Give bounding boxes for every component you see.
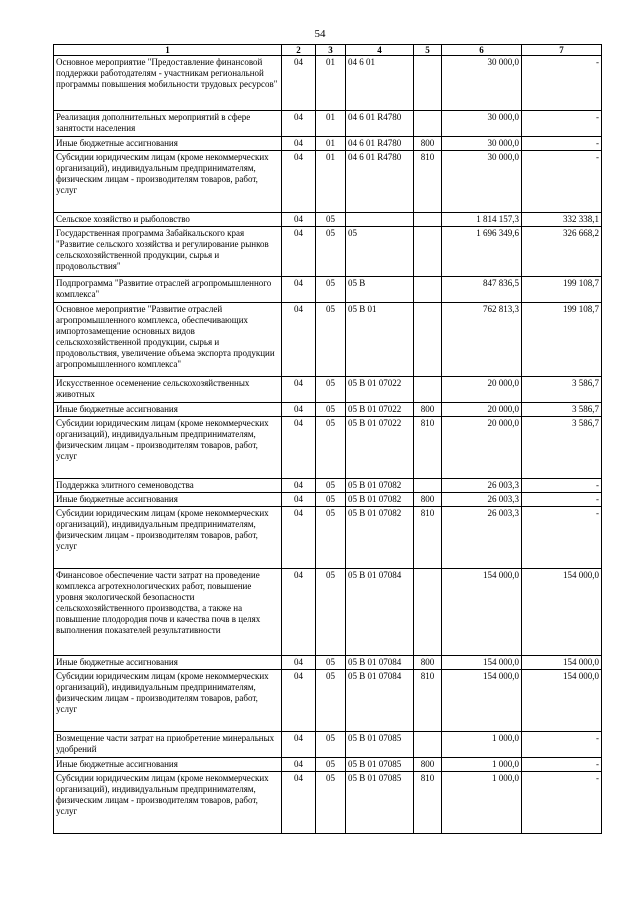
table-row xyxy=(54,137,602,151)
row-expense-type xyxy=(414,111,442,137)
row-name: Финансовое обеспечение части затрат на проведение комплекса агротехнологических работ, повышение уровня экологической безопасности сельскохозяйственного производства, а также на повышение плодородия почв и качества почв в целях выполнения показателей результативности xyxy=(54,569,282,656)
row-subsection: 01 xyxy=(316,137,346,151)
row-section: 04 xyxy=(282,569,316,656)
row-expense-type: 810 xyxy=(414,507,442,569)
row-expense-type xyxy=(414,569,442,656)
row-expense-type: 810 xyxy=(414,772,442,834)
table-row xyxy=(54,403,602,417)
row-amount-2: - xyxy=(522,772,602,834)
row-subsection: 05 xyxy=(316,670,346,732)
row-subsection: 01 xyxy=(316,151,346,213)
row-amount-2: - xyxy=(522,758,602,772)
header-col-4: 4 xyxy=(346,45,414,56)
row-target-code: 05 В xyxy=(346,277,414,303)
row-name: Основное мероприятие "Развитие отраслей агропромышленного комплекса, обеспечивающих импортозамещение основных видов сельскохозяйственной продукции, сырья и продовольствия, увеличение объема экспорта продукции агропромышленного комплекса" xyxy=(54,303,282,377)
row-section: 04 xyxy=(282,377,316,403)
row-expense-type: 810 xyxy=(414,670,442,732)
row-section: 04 xyxy=(282,213,316,227)
row-subsection: 05 xyxy=(316,377,346,403)
row-subsection: 05 xyxy=(316,772,346,834)
row-section: 04 xyxy=(282,670,316,732)
row-subsection: 05 xyxy=(316,569,346,656)
row-amount-2: - xyxy=(522,493,602,507)
budget-table xyxy=(53,44,602,834)
row-subsection: 05 xyxy=(316,277,346,303)
row-amount-1: 30 000,0 xyxy=(442,137,522,151)
row-section: 04 xyxy=(282,111,316,137)
row-amount-1: 1 000,0 xyxy=(442,758,522,772)
table-row xyxy=(54,479,602,493)
row-subsection: 05 xyxy=(316,479,346,493)
row-expense-type xyxy=(414,479,442,493)
row-target-code: 05 xyxy=(346,227,414,277)
row-name: Иные бюджетные ассигнования xyxy=(54,493,282,507)
row-amount-2: 199 108,7 xyxy=(522,303,602,377)
table-row xyxy=(54,417,602,479)
row-subsection: 05 xyxy=(316,403,346,417)
row-amount-1: 1 696 349,6 xyxy=(442,227,522,277)
header-col-2: 2 xyxy=(282,45,316,56)
row-amount-1: 154 000,0 xyxy=(442,656,522,670)
table-row xyxy=(54,277,602,303)
row-subsection: 05 xyxy=(316,507,346,569)
row-amount-1: 20 000,0 xyxy=(442,417,522,479)
row-amount-1: 26 003,3 xyxy=(442,493,522,507)
table-row xyxy=(54,732,602,758)
table-row xyxy=(54,507,602,569)
row-subsection: 05 xyxy=(316,417,346,479)
row-target-code: 05 В 01 07084 xyxy=(346,670,414,732)
row-section: 04 xyxy=(282,277,316,303)
row-amount-2: - xyxy=(522,56,602,111)
row-amount-2: 154 000,0 xyxy=(522,656,602,670)
row-expense-type xyxy=(414,213,442,227)
row-target-code: 05 В 01 07022 xyxy=(346,403,414,417)
row-target-code: 05 В 01 07022 xyxy=(346,377,414,403)
row-section: 04 xyxy=(282,772,316,834)
row-subsection: 05 xyxy=(316,656,346,670)
row-name: Возмещение части затрат на приобретение минеральных удобрений xyxy=(54,732,282,758)
row-target-code xyxy=(346,213,414,227)
table-row xyxy=(54,758,602,772)
row-target-code: 05 В 01 07082 xyxy=(346,479,414,493)
header-col-5: 5 xyxy=(414,45,442,56)
row-name: Поддержка элитного семеноводства xyxy=(54,479,282,493)
table-body xyxy=(54,56,602,834)
row-amount-2: - xyxy=(522,137,602,151)
row-section: 04 xyxy=(282,227,316,277)
row-expense-type xyxy=(414,227,442,277)
row-name: Субсидии юридическим лицам (кроме некоммерческих организаций), индивидуальным предпринимателям, физическим лицам - производителям товаров, работ, услуг xyxy=(54,772,282,834)
row-section: 04 xyxy=(282,56,316,111)
row-amount-2: 199 108,7 xyxy=(522,277,602,303)
row-section: 04 xyxy=(282,137,316,151)
row-name: Субсидии юридическим лицам (кроме некоммерческих организаций), индивидуальным предпринимателям, физическим лицам - производителям товаров, работ, услуг xyxy=(54,417,282,479)
row-amount-1: 1 000,0 xyxy=(442,772,522,834)
row-target-code: 05 В 01 xyxy=(346,303,414,377)
row-expense-type xyxy=(414,303,442,377)
row-subsection: 05 xyxy=(316,493,346,507)
row-expense-type: 810 xyxy=(414,151,442,213)
row-subsection: 01 xyxy=(316,56,346,111)
row-subsection: 05 xyxy=(316,227,346,277)
row-target-code: 04 6 01 R4780 xyxy=(346,151,414,213)
row-amount-2: 154 000,0 xyxy=(522,569,602,656)
row-expense-type xyxy=(414,277,442,303)
header-col-1: 1 xyxy=(54,45,282,56)
row-section: 04 xyxy=(282,403,316,417)
row-amount-1: 847 836,5 xyxy=(442,277,522,303)
row-section: 04 xyxy=(282,303,316,377)
row-subsection: 01 xyxy=(316,111,346,137)
row-name: Иные бюджетные ассигнования xyxy=(54,137,282,151)
row-amount-1: 154 000,0 xyxy=(442,569,522,656)
row-subsection: 05 xyxy=(316,732,346,758)
row-target-code: 04 6 01 R4780 xyxy=(346,137,414,151)
row-name: Иные бюджетные ассигнования xyxy=(54,656,282,670)
row-target-code: 05 В 01 07022 xyxy=(346,417,414,479)
row-amount-2: 154 000,0 xyxy=(522,670,602,732)
row-target-code: 05 В 01 07082 xyxy=(346,507,414,569)
row-name: Реализация дополнительных мероприятий в сфере занятости населения xyxy=(54,111,282,137)
row-expense-type xyxy=(414,732,442,758)
row-subsection: 05 xyxy=(316,213,346,227)
row-amount-2: - xyxy=(522,732,602,758)
row-amount-1: 154 000,0 xyxy=(442,670,522,732)
row-expense-type: 800 xyxy=(414,403,442,417)
table-row xyxy=(54,303,602,377)
row-amount-1: 26 003,3 xyxy=(442,479,522,493)
row-amount-2: - xyxy=(522,111,602,137)
row-amount-2: 3 586,7 xyxy=(522,377,602,403)
row-target-code: 05 В 01 07084 xyxy=(346,656,414,670)
row-target-code: 04 6 01 xyxy=(346,56,414,111)
page-number: 54 xyxy=(314,28,326,40)
row-name: Иные бюджетные ассигнования xyxy=(54,403,282,417)
table-row xyxy=(54,111,602,137)
table-row xyxy=(54,56,602,111)
header-col-6: 6 xyxy=(442,45,522,56)
row-name: Субсидии юридическим лицам (кроме некоммерческих организаций), индивидуальным предпринимателям, физическим лицам - производителям товаров, работ, услуг xyxy=(54,507,282,569)
row-section: 04 xyxy=(282,507,316,569)
row-name: Основное мероприятие "Предоставление финансовой поддержки работодателям - участникам региональной программы повышения мобильности трудовых ресурсов" xyxy=(54,56,282,111)
row-amount-2: 332 338,1 xyxy=(522,213,602,227)
row-amount-2: - xyxy=(522,479,602,493)
row-target-code: 04 6 01 R4780 xyxy=(346,111,414,137)
row-amount-1: 26 003,3 xyxy=(442,507,522,569)
row-amount-1: 30 000,0 xyxy=(442,151,522,213)
row-amount-2: - xyxy=(522,507,602,569)
row-expense-type: 800 xyxy=(414,758,442,772)
row-section: 04 xyxy=(282,758,316,772)
row-amount-2: 326 668,2 xyxy=(522,227,602,277)
row-name: Субсидии юридическим лицам (кроме некоммерческих организаций), индивидуальным предпринимателям, физическим лицам - производителям товаров, работ, услуг xyxy=(54,670,282,732)
row-section: 04 xyxy=(282,493,316,507)
row-section: 04 xyxy=(282,732,316,758)
row-expense-type: 800 xyxy=(414,137,442,151)
row-amount-1: 1 000,0 xyxy=(442,732,522,758)
table-row xyxy=(54,569,602,656)
table-header-row xyxy=(54,45,602,56)
row-target-code: 05 В 01 07085 xyxy=(346,758,414,772)
row-target-code: 05 В 01 07084 xyxy=(346,569,414,656)
row-target-code: 05 В 01 07085 xyxy=(346,732,414,758)
row-section: 04 xyxy=(282,417,316,479)
row-amount-1: 1 814 157,3 xyxy=(442,213,522,227)
row-name: Государственная программа Забайкальского края "Развитие сельского хозяйства и регулирование рынков сельскохозяйственной продукции, сырья и продовольствия" xyxy=(54,227,282,277)
row-target-code: 05 В 01 07082 xyxy=(346,493,414,507)
row-expense-type: 800 xyxy=(414,656,442,670)
row-subsection: 05 xyxy=(316,758,346,772)
row-subsection: 05 xyxy=(316,303,346,377)
row-amount-2: 3 586,7 xyxy=(522,403,602,417)
row-expense-type: 810 xyxy=(414,417,442,479)
table-row xyxy=(54,772,602,834)
table-row xyxy=(54,151,602,213)
table-row xyxy=(54,493,602,507)
row-expense-type: 800 xyxy=(414,493,442,507)
row-name: Иные бюджетные ассигнования xyxy=(54,758,282,772)
table-row xyxy=(54,227,602,277)
row-amount-1: 30 000,0 xyxy=(442,111,522,137)
row-amount-2: - xyxy=(522,151,602,213)
header-col-7: 7 xyxy=(522,45,602,56)
header-col-3: 3 xyxy=(316,45,346,56)
table-row xyxy=(54,670,602,732)
row-section: 04 xyxy=(282,151,316,213)
row-name: Субсидии юридическим лицам (кроме некоммерческих организаций), индивидуальным предпринимателям, физическим лицам - производителям товаров, работ, услуг xyxy=(54,151,282,213)
row-expense-type xyxy=(414,377,442,403)
table-row xyxy=(54,213,602,227)
row-name: Подпрограмма "Развитие отраслей агропромышленного комплекса" xyxy=(54,277,282,303)
table-row xyxy=(54,377,602,403)
row-amount-2: 3 586,7 xyxy=(522,417,602,479)
row-section: 04 xyxy=(282,656,316,670)
row-name: Искусственное осеменение сельскохозяйственных животных xyxy=(54,377,282,403)
row-name: Сельское хозяйство и рыболовство xyxy=(54,213,282,227)
row-amount-1: 20 000,0 xyxy=(442,377,522,403)
row-amount-1: 30 000,0 xyxy=(442,56,522,111)
row-expense-type xyxy=(414,56,442,111)
table-row xyxy=(54,656,602,670)
row-amount-1: 762 813,3 xyxy=(442,303,522,377)
row-target-code: 05 В 01 07085 xyxy=(346,772,414,834)
row-section: 04 xyxy=(282,479,316,493)
row-amount-1: 20 000,0 xyxy=(442,403,522,417)
